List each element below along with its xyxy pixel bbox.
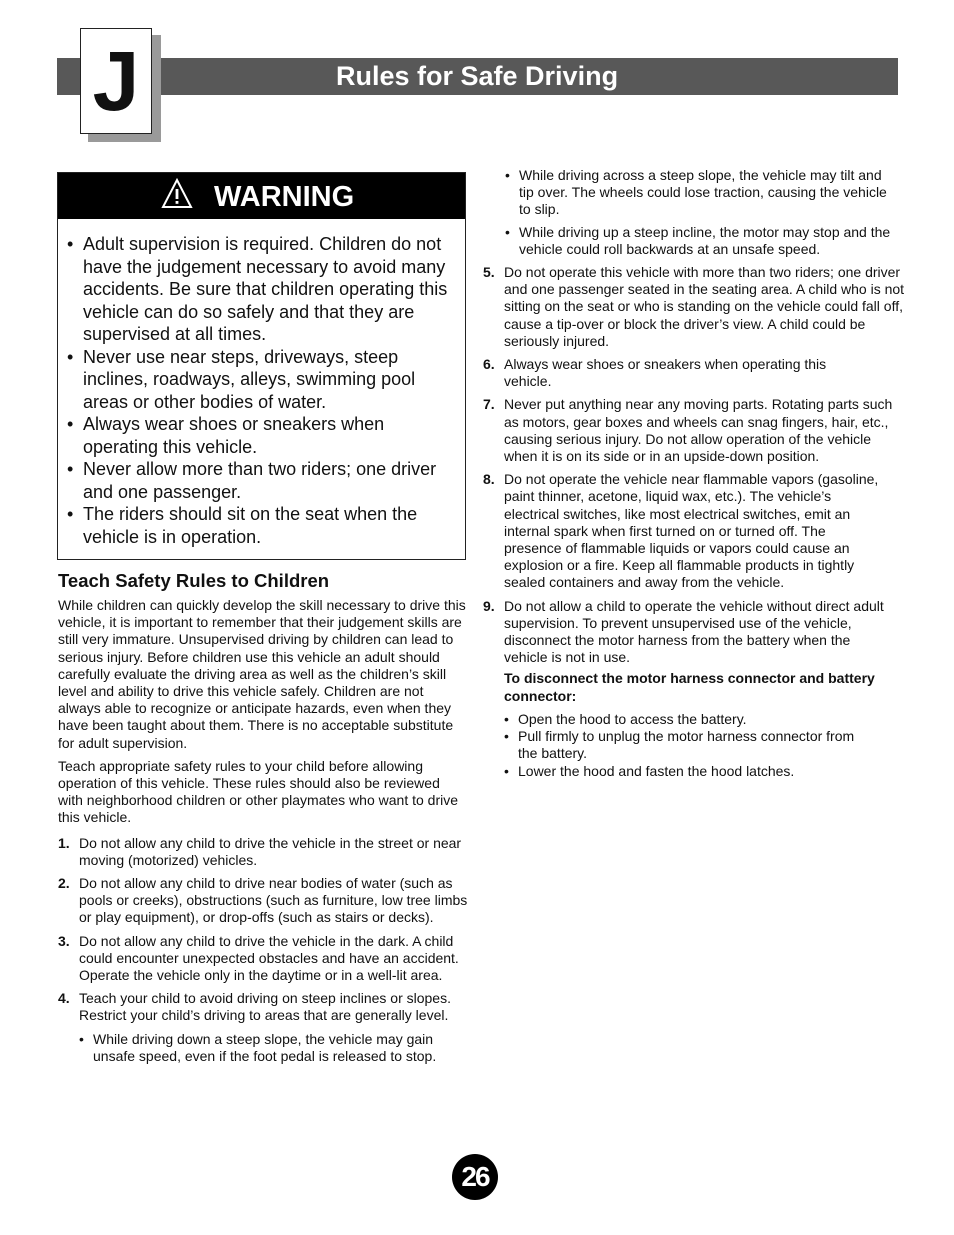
warning-title: WARNING <box>214 181 355 213</box>
warning-triangle-icon <box>161 178 193 210</box>
disconnect-heading: To disconnect the motor harness connector and battery connector: <box>504 670 875 704</box>
warning-box <box>57 172 466 560</box>
rule-sub-list <box>79 1031 468 1065</box>
warning-item: • Never allow more than two riders; one driver and one passenger. <box>67 458 455 503</box>
warning-item: • The riders should sit on the seat when the vehicle is in operation. <box>67 503 455 548</box>
warning-header <box>58 173 465 219</box>
rule-text: Teach your child to avoid driving on steep inclines or slopes. Restrict your child’s driving to areas that are generally level. <box>79 990 451 1024</box>
rule-text: Do not allow a child to operate the vehicle without direct adult supervision. To prevent unsupervised use of the vehicle, disconnect the motor harness from the battery when the vehicle is not in use. <box>504 597 884 666</box>
rule-sub-list <box>505 167 900 258</box>
rule-sub-item: • While driving across a steep slope, the vehicle may tilt and tip over. The wheels could lose traction, causing the vehicle to slip. <box>505 167 900 219</box>
rule-number: 9. <box>483 597 495 614</box>
rule-number: 8. <box>483 471 495 488</box>
rule-item <box>483 471 882 591</box>
rule-item <box>58 990 468 1024</box>
rule-number: 1. <box>58 834 70 851</box>
rule-item <box>483 356 844 390</box>
warning-item: • Always wear shoes or sneakers when operating this vehicle. <box>67 413 455 458</box>
disconnect-steps <box>504 711 864 780</box>
rule-text: Do not operate the vehicle near flammable vapors (gasoline, paint thinner, acetone, liquid wax, etc.). The vehicle’s electrical switches, like most electrical switches, emit an internal spark when first turned on or turned off. The presence of flammable liquids or vapors could cause an explosion or a fire. Keep all flammable products in tightly sealed containers and away from the vehicle. <box>504 471 879 591</box>
section-letter: J <box>92 34 140 128</box>
rule-number: 4. <box>58 990 70 1007</box>
disconnect-step: • Lower the hood and fasten the hood latches. <box>504 763 864 780</box>
rule-text: Do not operate this vehicle with more than two riders; one driver and one passenger seated in the seating area. A child who is not sitting on the seat or who is standing on the vehicle could fall off, cause a tip-over or block the driver’s view. A child could be seriously injured. <box>504 264 905 349</box>
disconnect-step: • Open the hood to access the battery. <box>504 711 864 728</box>
warning-list <box>58 219 465 548</box>
rule-number: 6. <box>483 356 495 373</box>
right-column <box>483 167 913 785</box>
rule-number: 3. <box>58 932 70 949</box>
teach-paragraph: Teach appropriate safety rules to your child before allowing operation of this vehicle. These rules should also be reviewed with neighborhood children or other playmates who want to drive this vehicle. <box>58 757 459 826</box>
rule-item <box>58 933 468 985</box>
rule-sub-item: • While driving up a steep incline, the motor may stop and the vehicle could roll backwards at an unsafe speed. <box>505 224 900 258</box>
disconnect-step: • Pull firmly to unplug the motor harness connector from the battery. <box>504 728 864 762</box>
teach-heading: Teach Safety Rules to Children <box>58 570 330 591</box>
section-tab <box>80 28 152 134</box>
warning-item: • Never use near steps, driveways, steep inclines, roadways, alleys, swimming pool areas or other bodies of water. <box>67 346 455 414</box>
rule-item <box>58 875 468 927</box>
warning-item: • Adult supervision is required. Children do not have the judgement necessary to avoid many accidents. Be sure that children operating this vehicle can do so safely and that they are supervised at all times. <box>67 233 455 346</box>
rule-item <box>483 598 888 705</box>
page-number: 26 <box>452 1154 498 1200</box>
rule-number: 5. <box>483 264 495 281</box>
rule-text: Do not allow any child to drive the vehicle in the dark. A child could encounter unexpected obstacles and have an accident. Operate the vehicle only in the daytime or in a well-lit area. <box>79 932 459 984</box>
teach-paragraph: While children can quickly develop the skill necessary to drive this vehicle, it is important to remember that their judgement skills are still very immature. Unsupervised driving by children can lead to serious injury. Before children use this vehicle an adult should carefully evaluate the driving area as well as the children’s skill level and ability to drive this vehicle safely. Children are not always able to recognize or anticipate hazards, even when they have been taught about them. There is no acceptable substitute for adult supervision. <box>58 597 466 751</box>
rule-sub-item: • While driving down a steep slope, the vehicle may gain unsafe speed, even if the foot pedal is released to stop. <box>79 1031 468 1065</box>
rule-number: 7. <box>483 396 495 413</box>
rule-item <box>483 396 904 465</box>
left-column <box>58 569 468 1070</box>
rule-number: 2. <box>58 875 70 892</box>
page-title: Rules for Safe Driving <box>336 61 619 91</box>
rule-item <box>58 835 468 869</box>
rule-text: Always wear shoes or sneakers when operating this vehicle. <box>504 356 827 390</box>
rule-text: Do not allow any child to drive near bodies of water (such as pools or creeks), obstructions (such as furniture, low tree limbs or play equipment), or drop-offs (such as stairs or decks). <box>79 875 468 926</box>
rule-text: Never put anything near any moving parts. Rotating parts such as motors, gear boxes and wheels can snag fingers, hair, etc., causing serious injury. Do not allow operation of the vehicle when it is on its side or in an upside-down position. <box>504 396 893 465</box>
rule-item <box>483 264 913 350</box>
rule-text: Do not allow any child to drive the vehicle in the street or near moving (motorized) vehicles. <box>79 834 462 868</box>
